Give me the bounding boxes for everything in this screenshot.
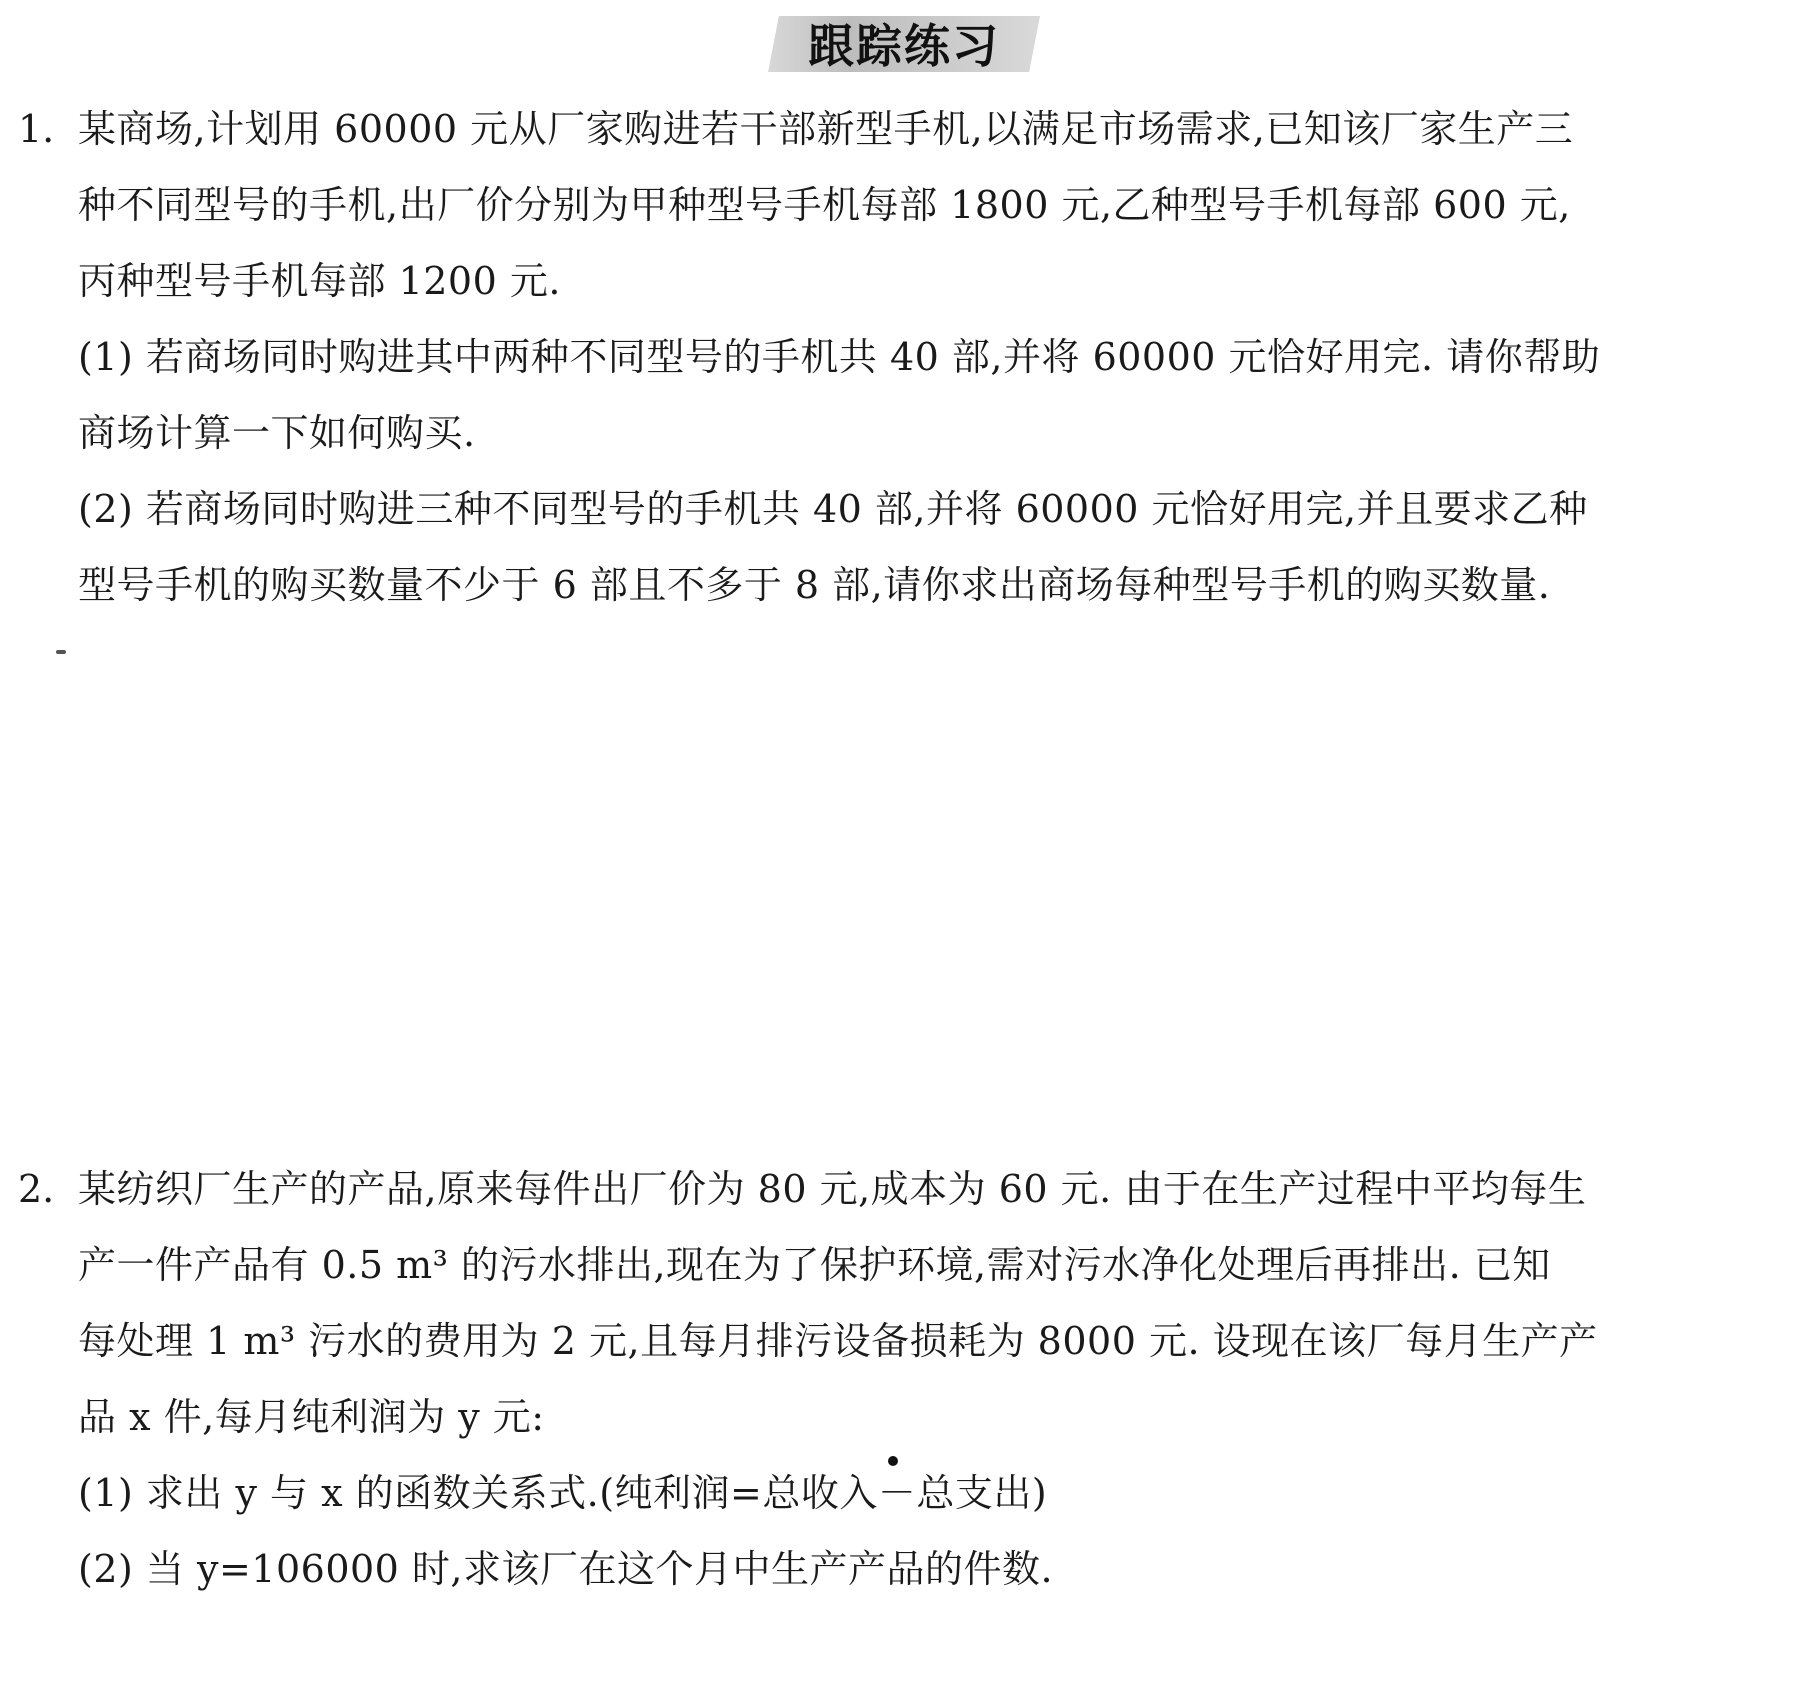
problem-2-line-4: 品 x 件,每月纯利润为 y 元: [78,1395,545,1439]
problem-1-number: 1. [18,107,55,151]
section-title-banner [768,8,1040,78]
problem-2-part-2-line-1: (2) 当 y=106000 时,求该厂在这个月中生产产品的件数. [78,1547,1054,1591]
problem-1-part-1-line-1: (1) 若商场同时购进其中两种不同型号的手机共 40 部,并将 60000 元恰好用完. 请你帮助 [78,335,1601,379]
problem-1-part-2-line-2: 型号手机的购买数量不少于 6 部且不多于 8 部,请你求出商场每种型号手机的购买数量. [78,563,1551,607]
section-title: 跟踪练习 [808,19,1000,73]
problem-1-part-1-line-2: 商场计算一下如何购买. [78,411,476,455]
emphasis-dot [888,1456,898,1466]
problem-2-number: 2. [18,1167,55,1211]
problem-1-line-1: 某商场,计划用 60000 元从厂家购进若干部新型手机,以满足市场需求,已知该厂家生产三 [78,107,1574,151]
problem-2-line-1: 某纺织厂生产的产品,原来每件出厂价为 80 元,成本为 60 元. 由于在生产过程中平均每生 [78,1167,1587,1211]
problem-1-line-3: 丙种型号手机每部 1200 元. [78,259,561,303]
problem-1-part-2-line-1: (2) 若商场同时购进三种不同型号的手机共 40 部,并将 60000 元恰好用完,并且要求乙种 [78,487,1588,531]
problem-2-part-1-line-1: (1) 求出 y 与 x 的函数关系式.(纯利润=总收入－总支出) [78,1471,1048,1515]
problem-2-line-2: 产一件产品有 0.5 m³ 的污水排出,现在为了保护环境,需对污水净化处理后再排出. 已知 [78,1243,1551,1287]
problem-1-line-2: 种不同型号的手机,出厂价分别为甲种型号手机每部 1800 元,乙种型号手机每部 600 元, [78,183,1571,227]
problem-2-line-3: 每处理 1 m³ 污水的费用为 2 元,且每月排污设备损耗为 8000 元. 设现在该厂每月生产产 [78,1319,1598,1363]
scan-speck [56,650,66,654]
